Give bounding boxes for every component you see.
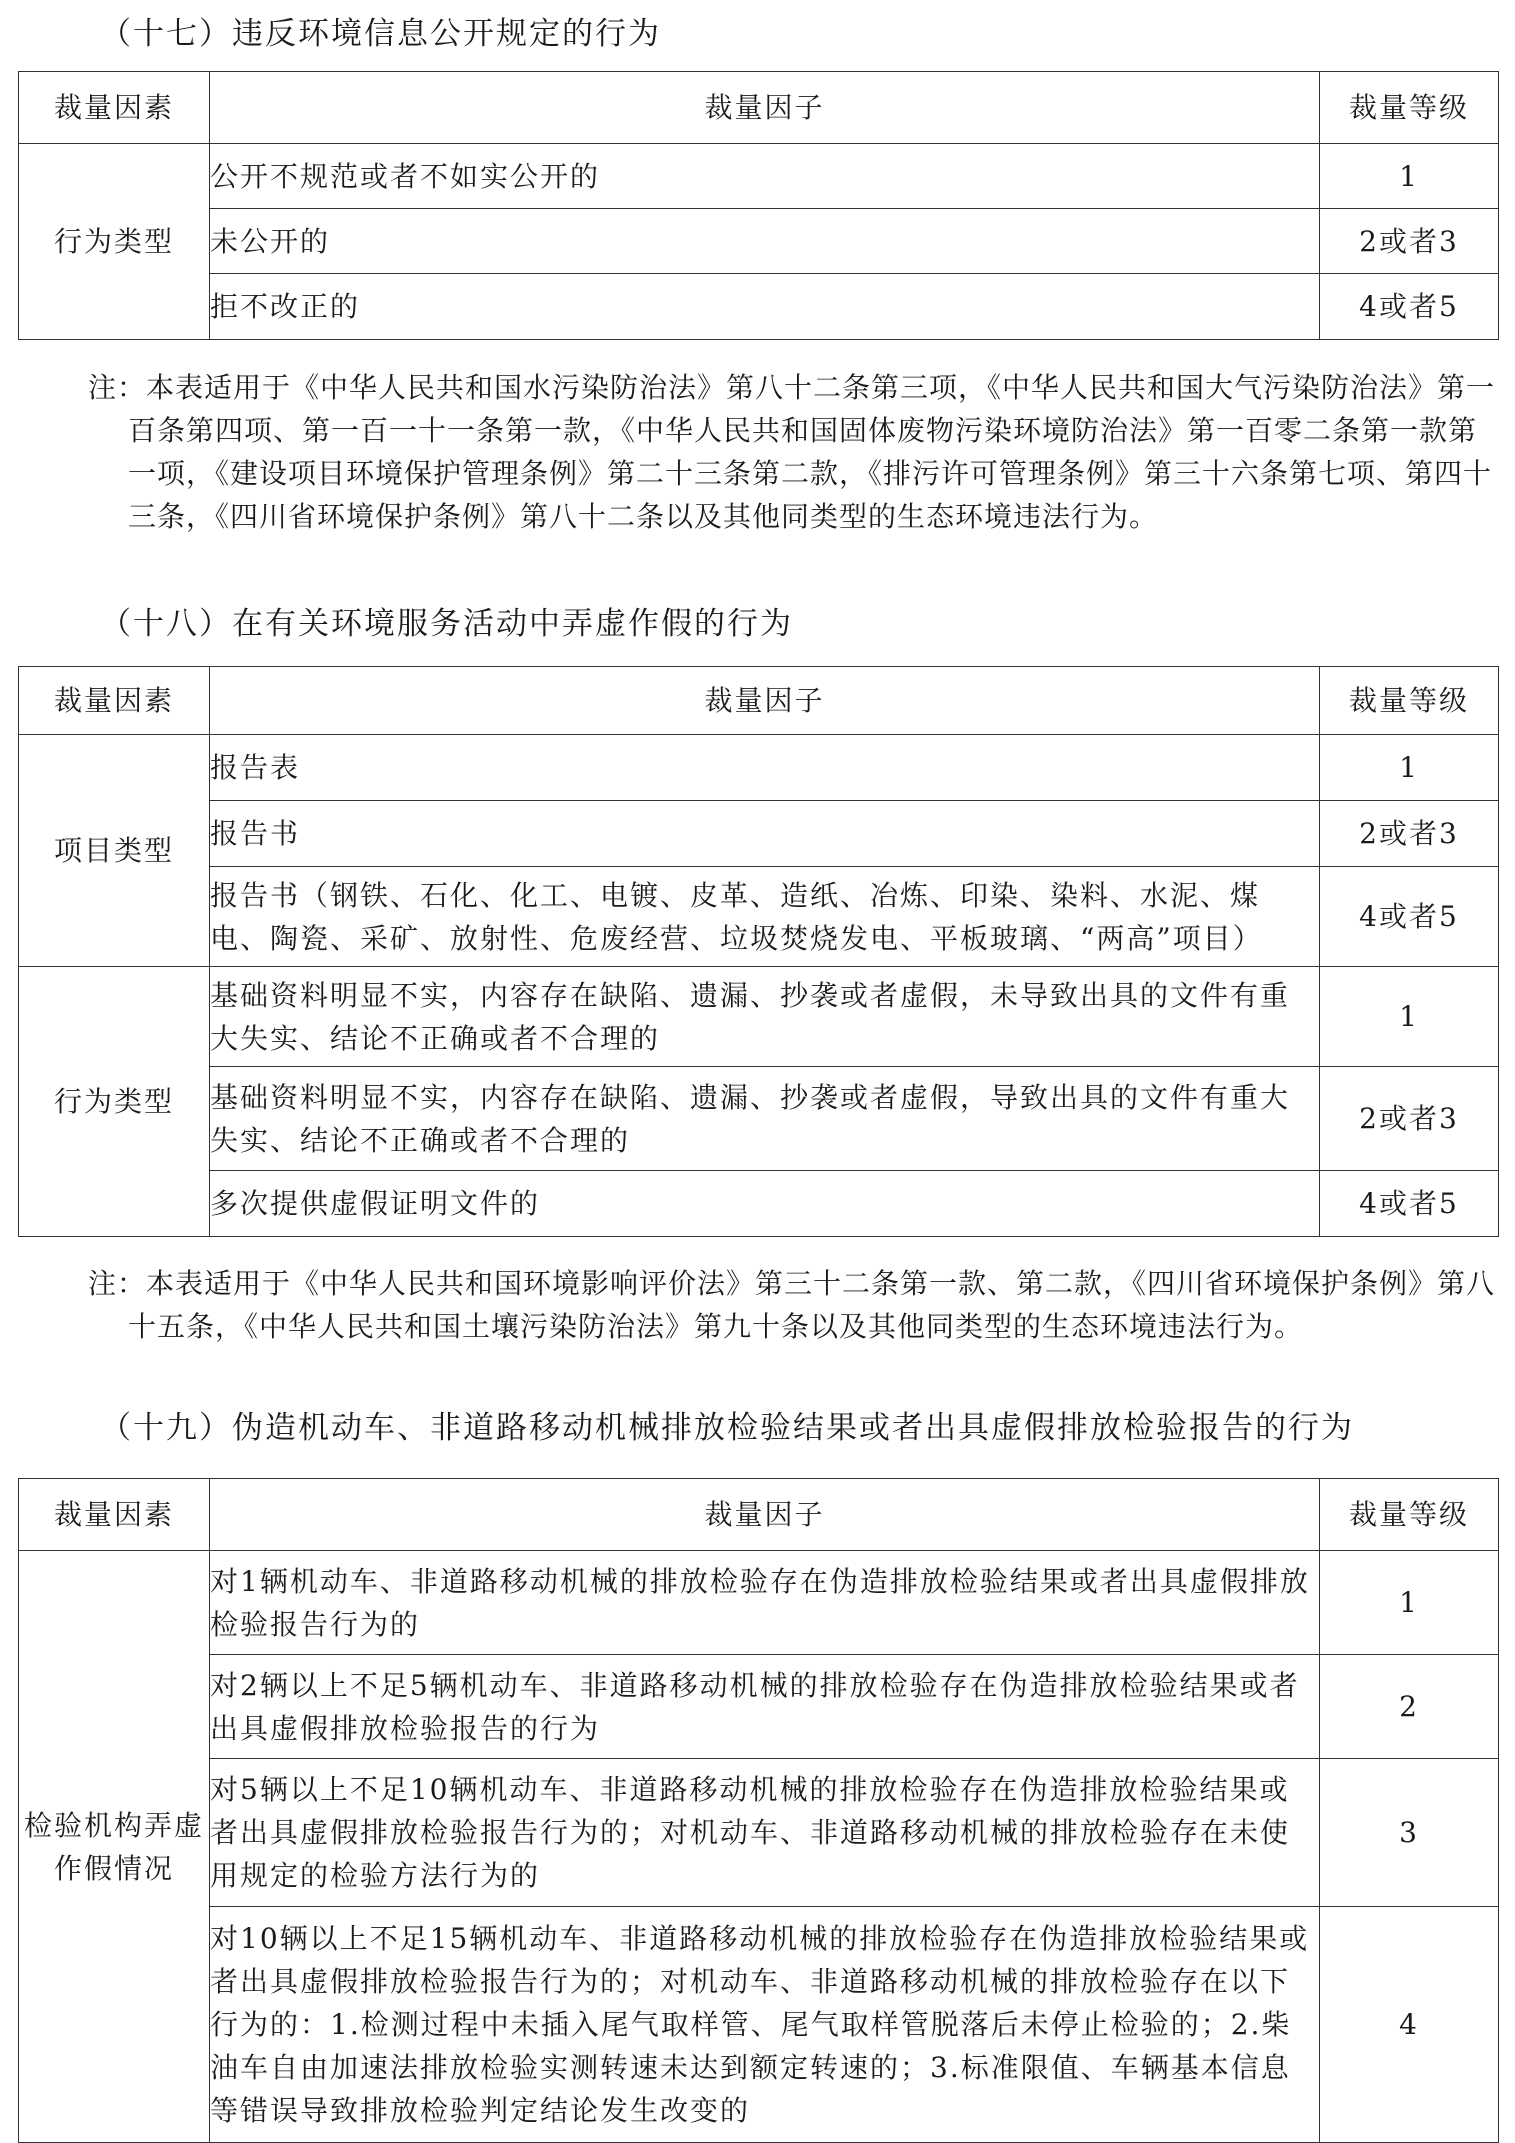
criteria-cell: 基础资料明显不实，内容存在缺陷、遗漏、抄袭或者虚假，导致出具的文件有重大失实、结论不正确或者不合理的 xyxy=(210,1067,1320,1171)
criteria-cell: 多次提供虚假证明文件的 xyxy=(210,1171,1320,1237)
criteria-cell: 对10辆以上不足15辆机动车、非道路移动机械的排放检验存在伪造排放检验结果或者出具虚假排放检验报告行为的；对机动车、非道路移动机械的排放检验存在以下行为的：1.检测过程中未插入尾气取样管、尾气取样管脱落后未停止检验的；2.柴油车自由加速法排放检验实测转速未达到额定转速的；3.标准限值、车辆基本信息等错误导致排放检验判定结论发生改变的 xyxy=(210,1907,1320,2143)
criteria-cell: 基础资料明显不实，内容存在缺陷、遗漏、抄袭或者虚假，未导致出具的文件有重大失实、结论不正确或者不合理的 xyxy=(210,967,1320,1067)
header-level: 裁量等级 xyxy=(1320,667,1499,735)
criteria-cell: 报告书（钢铁、石化、化工、电镀、皮革、造纸、冶炼、印染、染料、水泥、煤电、陶瓷、采矿、放射性、危废经营、垃圾焚烧发电、平板玻璃、“两高”项目） xyxy=(210,867,1320,967)
level-cell: 2 xyxy=(1320,1655,1499,1759)
section-19-table xyxy=(18,1478,1499,2143)
table-row xyxy=(19,967,1499,1067)
header-criteria: 裁量因子 xyxy=(210,1479,1320,1551)
level-cell: 4 xyxy=(1320,1907,1499,2143)
criteria-cell: 对2辆以上不足5辆机动车、非道路移动机械的排放检验存在伪造排放检验结果或者出具虚假排放检验报告的行为 xyxy=(210,1655,1320,1759)
table-row xyxy=(19,1551,1499,1655)
section-19-title: （十九）伪造机动车、非道路移动机械排放检验结果或者出具虚假排放检验报告的行为 xyxy=(100,1410,1354,1446)
header-factor: 裁量因素 xyxy=(19,72,210,144)
section-18-title: （十八）在有关环境服务活动中弄虚作假的行为 xyxy=(100,606,793,642)
table-row xyxy=(19,1067,1499,1171)
criteria-cell: 公开不规范或者不如实公开的 xyxy=(210,144,1320,209)
header-criteria: 裁量因子 xyxy=(210,667,1320,735)
criteria-cell: 对5辆以上不足10辆机动车、非道路移动机械的排放检验存在伪造排放检验结果或者出具虚假排放检验报告行为的；对机动车、非道路移动机械的排放检验存在未使用规定的检验方法行为的 xyxy=(210,1759,1320,1907)
table-row xyxy=(19,209,1499,274)
table-row xyxy=(19,1759,1499,1907)
table-header-row xyxy=(19,1479,1499,1551)
criteria-cell: 对1辆机动车、非道路移动机械的排放检验存在伪造排放检验结果或者出具虚假排放检验报告行为的 xyxy=(210,1551,1320,1655)
header-level: 裁量等级 xyxy=(1320,72,1499,144)
level-cell: 1 xyxy=(1320,1551,1499,1655)
table-row xyxy=(19,1655,1499,1759)
header-level: 裁量等级 xyxy=(1320,1479,1499,1551)
criteria-cell: 未公开的 xyxy=(210,209,1320,274)
factor-cell: 检验机构弄虚作假情况 xyxy=(19,1551,210,2143)
header-criteria: 裁量因子 xyxy=(210,72,1320,144)
section-18-table xyxy=(18,666,1499,1237)
level-cell: 3 xyxy=(1320,1759,1499,1907)
level-cell: 4或者5 xyxy=(1320,1171,1499,1237)
level-cell: 2或者3 xyxy=(1320,801,1499,867)
criteria-cell: 报告书 xyxy=(210,801,1320,867)
header-factor: 裁量因素 xyxy=(19,667,210,735)
section-17-table xyxy=(18,71,1499,340)
factor-cell: 行为类型 xyxy=(19,967,210,1237)
section-18-note: 注：本表适用于《中华人民共和国环境影响评价法》第三十二条第一款、第二款，《四川省环境保护条例》第八十五条，《中华人民共和国土壤污染防治法》第九十条以及其他同类型的生态环境违法行为。 xyxy=(88,1267,1496,1343)
table-header-row xyxy=(19,72,1499,144)
table-row xyxy=(19,867,1499,967)
factor-cell: 行为类型 xyxy=(19,144,210,340)
level-cell: 4或者5 xyxy=(1320,867,1499,967)
level-cell: 2或者3 xyxy=(1320,1067,1499,1171)
section-17-note: 注：本表适用于《中华人民共和国水污染防治法》第八十二条第三项，《中华人民共和国大气污染防治法》第一百条第四项、第一百一十一条第一款，《中华人民共和国固体废物污染环境防治法》第一百零二条第一款第一项，《建设项目环境保护管理条例》第二十三条第二款，《排污许可管理条例》第三十六条第七项、第四十三条，《四川省环境保护条例》第八十二条以及其他同类型的生态环境违法行为。 xyxy=(88,371,1496,533)
header-factor: 裁量因素 xyxy=(19,1479,210,1551)
level-cell: 1 xyxy=(1320,735,1499,801)
level-cell: 4或者5 xyxy=(1320,274,1499,340)
table-row xyxy=(19,1171,1499,1237)
level-cell: 2或者3 xyxy=(1320,209,1499,274)
table-row xyxy=(19,735,1499,801)
level-cell: 1 xyxy=(1320,967,1499,1067)
table-row xyxy=(19,801,1499,867)
section-17-title: （十七）违反环境信息公开规定的行为 xyxy=(100,16,661,52)
table-header-row xyxy=(19,667,1499,735)
level-cell: 1 xyxy=(1320,144,1499,209)
table-row xyxy=(19,144,1499,209)
table-row xyxy=(19,1907,1499,2143)
factor-cell: 项目类型 xyxy=(19,735,210,967)
table-row xyxy=(19,274,1499,340)
criteria-cell: 报告表 xyxy=(210,735,1320,801)
criteria-cell: 拒不改正的 xyxy=(210,274,1320,340)
